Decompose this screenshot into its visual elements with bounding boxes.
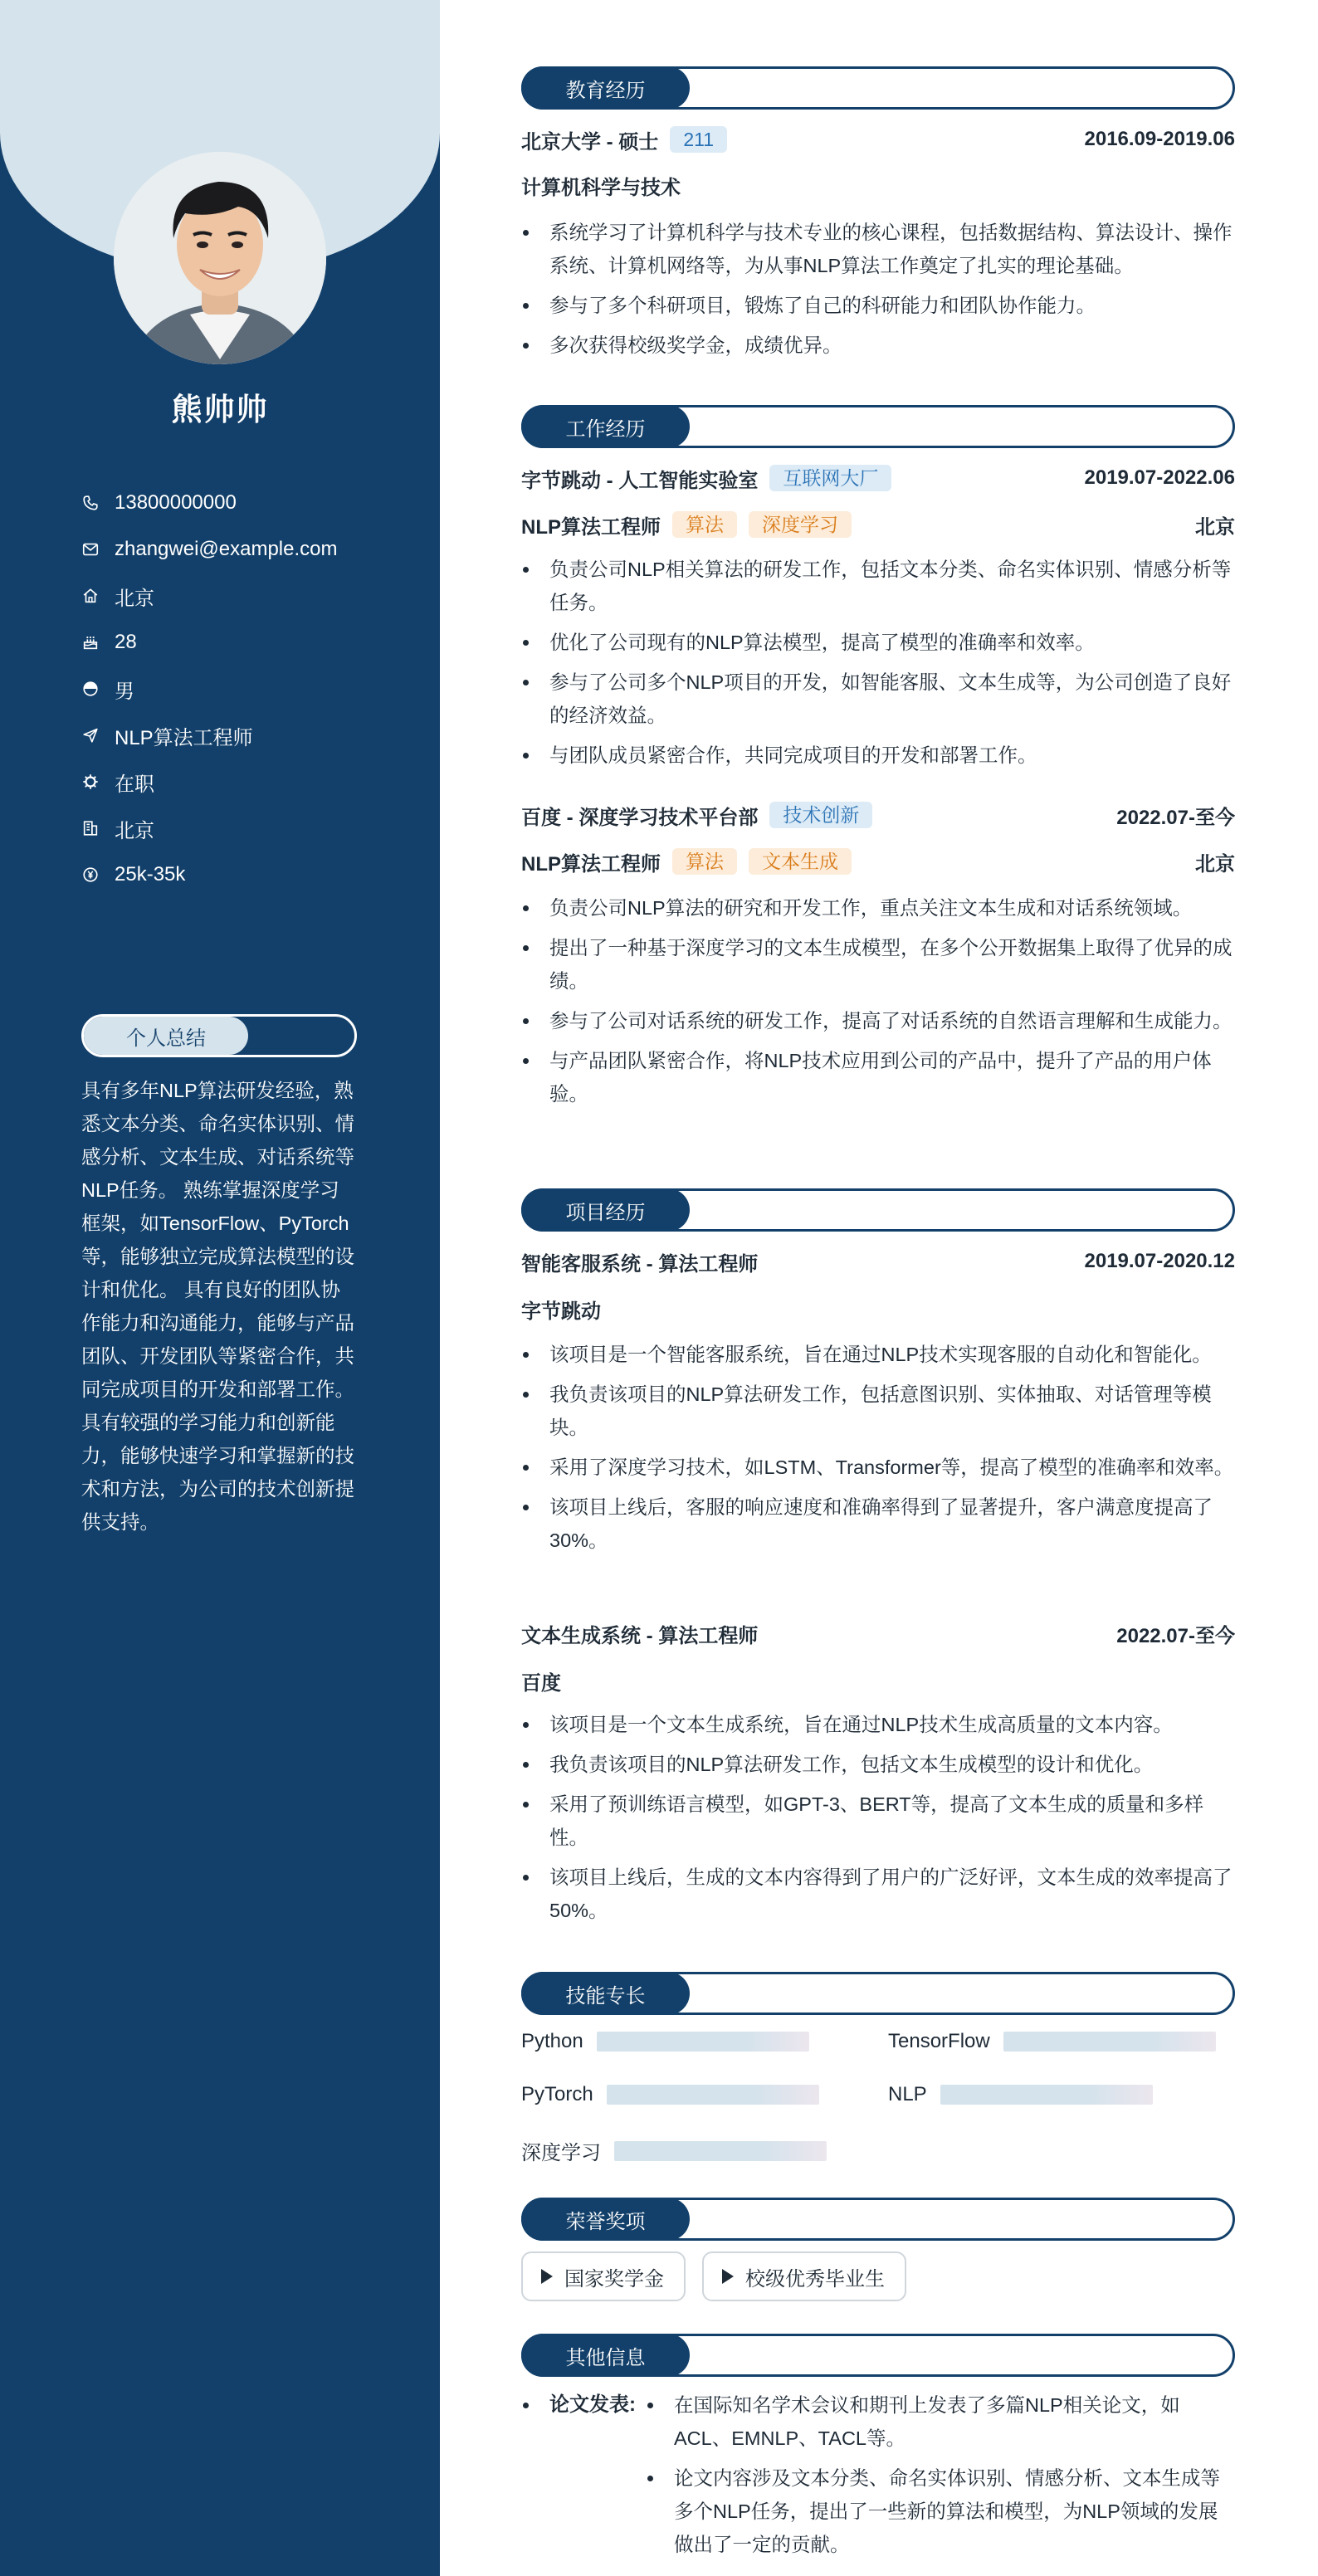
project-1-name: 智能客服系统 - 算法工程师 bbox=[521, 1252, 759, 1276]
job-2-company-tag: 技术创新 bbox=[769, 802, 872, 828]
position-text: NLP算法工程师 bbox=[115, 726, 253, 749]
award-label: 校级优秀毕业生 bbox=[745, 2267, 885, 2291]
list-item: 优化了公司现有的NLP算法模型，提高了模型的准确率和效率。 bbox=[521, 626, 1235, 659]
job-1-skill-tag: 算法 bbox=[672, 511, 737, 538]
skill-pytorch bbox=[521, 2083, 819, 2106]
list-item: 该项目上线后，生成的文本内容得到了用户的广泛好评，文本生成的效率提高了50%。 bbox=[521, 1861, 1235, 1927]
skill-level-bar bbox=[607, 2085, 819, 2105]
job-1-city: 北京 bbox=[1195, 515, 1235, 539]
education-date: 2016.09-2019.06 bbox=[1084, 128, 1235, 150]
status-icon bbox=[81, 773, 115, 791]
summary-text: 具有多年NLP算法研发经验，熟悉文本分类、命名实体识别、情感分析、文本生成、对话系统等NLP任务。 熟练掌握深度学习框架，如TensorFlow、PyTorch等，能够独立完成算法模型的设计和优化。 具有良好的团队协作能力和沟通能力，能够与产品团队、开发团队等紧密合作，共同完成项目的开发和部署工作。 具有较强的学习能力和创新能力，能够快速学习和掌握新的技术和方法，为公司的技术创新提供支持。 bbox=[81, 1080, 354, 1533]
avatar bbox=[114, 152, 326, 364]
job-1-role-row bbox=[521, 508, 1235, 541]
status-text: 在职 bbox=[115, 773, 154, 796]
job-1-bullets bbox=[521, 553, 1235, 778]
education-bullets bbox=[521, 216, 1235, 368]
other-section-header bbox=[521, 2334, 1235, 2377]
skill-name: 深度学习 bbox=[521, 2142, 601, 2164]
skill-level-bar bbox=[597, 2032, 809, 2052]
school-name: 北京大学 - 硕士 bbox=[521, 130, 659, 154]
job-1-company: 字节跳动 - 人工智能实验室 bbox=[521, 469, 759, 492]
honors-title: 荣誉奖项 bbox=[521, 2198, 690, 2241]
list-item: 我负责该项目的NLP算法研发工作，包括文本生成模型的设计和优化。 bbox=[521, 1748, 1235, 1781]
education-section-header bbox=[521, 66, 1235, 110]
job-1-company-tag: 互联网大厂 bbox=[769, 465, 891, 491]
skill-python bbox=[521, 2030, 809, 2053]
send-icon bbox=[81, 726, 115, 744]
list-item: 系统学习了计算机科学与技术专业的核心课程，包括数据结构、算法设计、操作系统、计算机网络等，为从事NLP算法工作奠定了扎实的理论基础。 bbox=[521, 216, 1235, 282]
project-2-bullets bbox=[521, 1708, 1235, 1934]
list-item: 采用了深度学习技术，如LSTM、Transformer等，提高了模型的准确率和效率。 bbox=[521, 1451, 1235, 1484]
list-item: 我负责该项目的NLP算法研发工作，包括意图识别、实体抽取、对话管理等模块。 bbox=[521, 1378, 1235, 1444]
list-item: 在国际知名学术会议和期刊上发表了多篇NLP相关论文，如ACL、EMNLP、TACL等。 bbox=[646, 2388, 1235, 2455]
list-item: 论文内容涉及文本分类、命名实体识别、情感分析、文本生成等多个NLP任务，提出了一些新的算法和模型，为NLP领域的发展做出了一定的贡献。 bbox=[646, 2461, 1235, 2561]
project-2-name: 文本生成系统 - 算法工程师 bbox=[521, 1624, 759, 1647]
publications-label: 论文发表: bbox=[521, 2388, 654, 2422]
email-icon bbox=[81, 540, 115, 559]
job-2-bullets bbox=[521, 891, 1235, 1117]
info-gender bbox=[81, 666, 413, 712]
skill-tensorflow bbox=[888, 2030, 1216, 2053]
info-location bbox=[81, 573, 413, 619]
skill-name: NLP bbox=[888, 2083, 927, 2105]
skill-level-bar bbox=[1003, 2032, 1216, 2052]
sidebar bbox=[0, 0, 440, 2576]
salary-icon bbox=[81, 866, 115, 884]
job-2-skill-tag: 算法 bbox=[672, 848, 737, 875]
job-2-city: 北京 bbox=[1195, 852, 1235, 876]
skills-title: 技能专长 bbox=[521, 1972, 690, 2015]
candidate-name: 熊帅帅 bbox=[171, 393, 269, 427]
play-icon bbox=[541, 2269, 553, 2284]
list-item: 负责公司NLP算法的研究和开发工作，重点关注文本生成和对话系统领域。 bbox=[521, 891, 1235, 925]
info-salary bbox=[81, 851, 413, 898]
list-item: 该项目是一个智能客服系统，旨在通过NLP技术实现客服的自动化和智能化。 bbox=[521, 1338, 1235, 1371]
award-item bbox=[702, 2252, 906, 2301]
home-icon bbox=[81, 587, 115, 605]
education-row bbox=[521, 123, 1235, 156]
education-major: 计算机科学与技术 bbox=[521, 177, 681, 199]
skill-name: Python bbox=[521, 2030, 583, 2052]
list-item: 该项目上线后，客服的响应速度和准确率得到了显著提升，客户满意度提高了30%。 bbox=[521, 1490, 1235, 1557]
other-title: 其他信息 bbox=[521, 2334, 690, 2377]
info-email bbox=[81, 526, 413, 573]
cake-icon bbox=[81, 633, 115, 651]
age-text: 28 bbox=[115, 631, 137, 653]
job-1-skill-tag: 深度学习 bbox=[749, 511, 852, 538]
info-phone bbox=[81, 480, 413, 526]
project-2-org: 百度 bbox=[521, 1672, 561, 1695]
project-1-date: 2019.07-2020.12 bbox=[1084, 1250, 1235, 1272]
list-item: 参与了公司多个NLP项目的开发，如智能客服、文本生成等，为公司创造了良好的经济效益。 bbox=[521, 666, 1235, 732]
job-2-company: 百度 - 深度学习技术平台部 bbox=[521, 806, 759, 829]
info-age bbox=[81, 619, 413, 666]
projects-title: 项目经历 bbox=[521, 1188, 690, 1232]
skill-deep-learning bbox=[521, 2136, 827, 2165]
project-1-bullets bbox=[521, 1338, 1235, 1564]
list-item: 提出了一种基于深度学习的文本生成模型，在多个公开数据集上取得了优异的成绩。 bbox=[521, 931, 1235, 998]
skill-name: TensorFlow bbox=[888, 2030, 990, 2052]
location-text: 北京 bbox=[115, 587, 154, 610]
list-item: 参与了多个科研项目，锻炼了自己的科研能力和团队协作能力。 bbox=[521, 289, 1235, 322]
play-icon bbox=[722, 2269, 734, 2284]
work-section-header bbox=[521, 405, 1235, 448]
job-2-role: NLP算法工程师 bbox=[521, 852, 661, 876]
list-item: 采用了预训练语言模型，如GPT-3、BERT等，提高了文本生成的质量和多样性。 bbox=[521, 1788, 1235, 1854]
main-content bbox=[521, 0, 1235, 2576]
project-1-org: 字节跳动 bbox=[521, 1300, 601, 1323]
award-item bbox=[521, 2252, 686, 2301]
award-label: 国家奖学金 bbox=[564, 2267, 664, 2291]
email-text: zhangwei@example.com bbox=[115, 538, 338, 560]
list-item: 参与了公司对话系统的研发工作，提高了对话系统的自然语言理解和生成能力。 bbox=[521, 1004, 1235, 1037]
list-item: 多次获得校级奖学金，成绩优异。 bbox=[521, 329, 1235, 362]
list-item: 与产品团队紧密合作，将NLP技术应用到公司的产品中，提升了产品的用户体验。 bbox=[521, 1044, 1235, 1110]
skill-nlp bbox=[888, 2083, 1153, 2106]
salary-text: 25k-35k bbox=[115, 863, 186, 886]
summary-section-header bbox=[81, 1014, 357, 1057]
skill-level-bar bbox=[614, 2141, 827, 2161]
work-title: 工作经历 bbox=[521, 405, 690, 448]
job-2-row bbox=[521, 798, 1235, 832]
job-1-date: 2019.07-2022.06 bbox=[1084, 466, 1235, 489]
education-title: 教育经历 bbox=[521, 66, 690, 110]
list-item: 该项目是一个文本生成系统，旨在通过NLP技术生成高质量的文本内容。 bbox=[521, 1708, 1235, 1741]
skills-section-header bbox=[521, 1972, 1235, 2015]
project-2-date: 2022.07-至今 bbox=[1116, 1624, 1235, 1647]
job-1-row bbox=[521, 461, 1235, 495]
list-item: 负责公司NLP相关算法的研发工作，包括文本分类、命名实体识别、情感分析等任务。 bbox=[521, 553, 1235, 619]
honors-section-header bbox=[521, 2198, 1235, 2241]
school-tag: 211 bbox=[670, 126, 727, 153]
info-city bbox=[81, 805, 413, 851]
publications-list bbox=[646, 2388, 1235, 2568]
city-text: 北京 bbox=[115, 819, 154, 842]
gender-icon bbox=[81, 680, 115, 698]
list-item: 与团队成员紧密合作，共同完成项目的开发和部署工作。 bbox=[521, 739, 1235, 772]
summary-title: 个人总结 bbox=[84, 1017, 248, 1055]
phone-text: 13800000000 bbox=[115, 491, 237, 514]
gender-text: 男 bbox=[115, 680, 134, 703]
info-status bbox=[81, 759, 413, 805]
project-1-row bbox=[521, 1245, 1235, 1278]
info-position bbox=[81, 712, 413, 759]
job-2-role-row bbox=[521, 845, 1235, 878]
projects-section-header bbox=[521, 1188, 1235, 1232]
building-icon bbox=[81, 819, 115, 837]
phone-icon bbox=[81, 494, 115, 512]
job-1-role: NLP算法工程师 bbox=[521, 515, 661, 539]
job-2-skill-tag: 文本生成 bbox=[749, 848, 852, 875]
skill-level-bar bbox=[940, 2085, 1153, 2105]
avatar-portrait bbox=[114, 152, 326, 364]
project-2-row bbox=[521, 1617, 1235, 1650]
skill-name: PyTorch bbox=[521, 2083, 593, 2105]
contact-info-list bbox=[81, 480, 413, 898]
job-2-date: 2022.07-至今 bbox=[1116, 806, 1235, 829]
